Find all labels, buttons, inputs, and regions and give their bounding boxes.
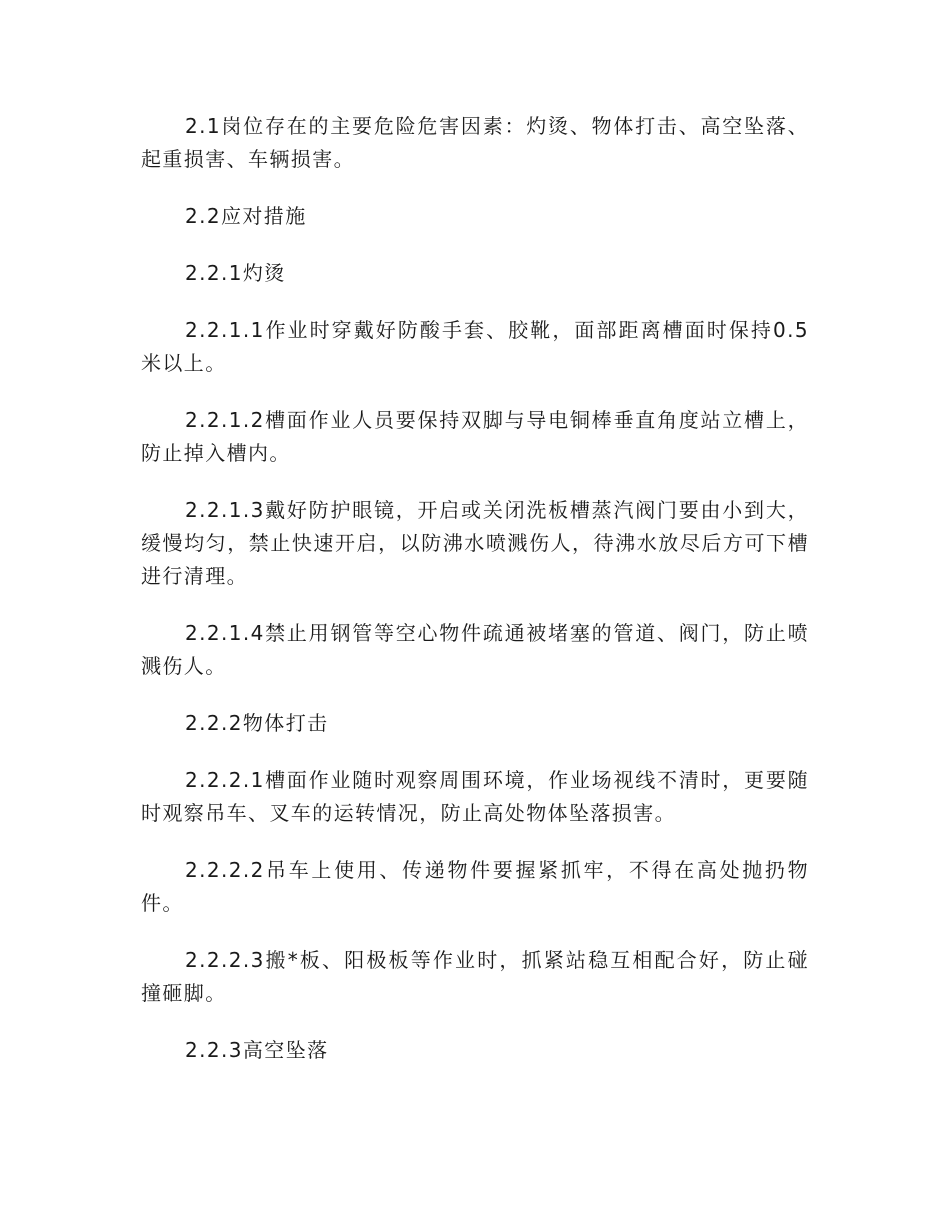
document-body bbox=[141, 110, 809, 1091]
heading-countermeasures: 2.2应对措施 bbox=[185, 204, 307, 228]
paragraph-object-strike-2: 2.2.2.2吊车上使用、传递物件要握紧抓牢，不得在高处抛扔物件。 bbox=[141, 858, 809, 915]
paragraph-burns-2: 2.2.1.2槽面作业人员要保持双脚与导电铜棒垂直角度站立槽上，防止掉入槽内。 bbox=[141, 408, 809, 465]
paragraph-object-strike-1: 2.2.2.1槽面作业随时观察周围环境，作业场视线不清时，更要随时观察吊车、叉车的运转情况，防止高处物体坠落损害。 bbox=[141, 768, 809, 825]
heading-burns: 2.2.1灼烫 bbox=[185, 261, 286, 285]
paragraph-object-strike-3: 2.2.2.3搬*板、阳极板等作业时，抓紧站稳互相配合好，防止碰撞砸脚。 bbox=[141, 948, 809, 1005]
paragraph-burns-1: 2.2.1.1作业时穿戴好防酸手套、胶靴，面部距离槽面时保持0.5米以上。 bbox=[141, 318, 809, 375]
paragraph-burns-3: 2.2.1.3戴好防护眼镜，开启或关闭洗板槽蒸汽阀门要由小到大，缓慢均匀，禁止快速开启，以防沸水喷溅伤人，待沸水放尽后方可下槽进行清理。 bbox=[141, 498, 809, 588]
paragraph-burns-4: 2.2.1.4禁止用钢管等空心物件疏通被堵塞的管道、阀门，防止喷溅伤人。 bbox=[141, 621, 809, 678]
heading-object-strike: 2.2.2物体打击 bbox=[185, 711, 329, 735]
paragraph-hazard-factors: 2.1岗位存在的主要危险危害因素：灼烫、物体打击、高空坠落、起重损害、车辆损害。 bbox=[141, 114, 809, 171]
heading-falls-from-height: 2.2.3高空坠落 bbox=[185, 1038, 329, 1062]
